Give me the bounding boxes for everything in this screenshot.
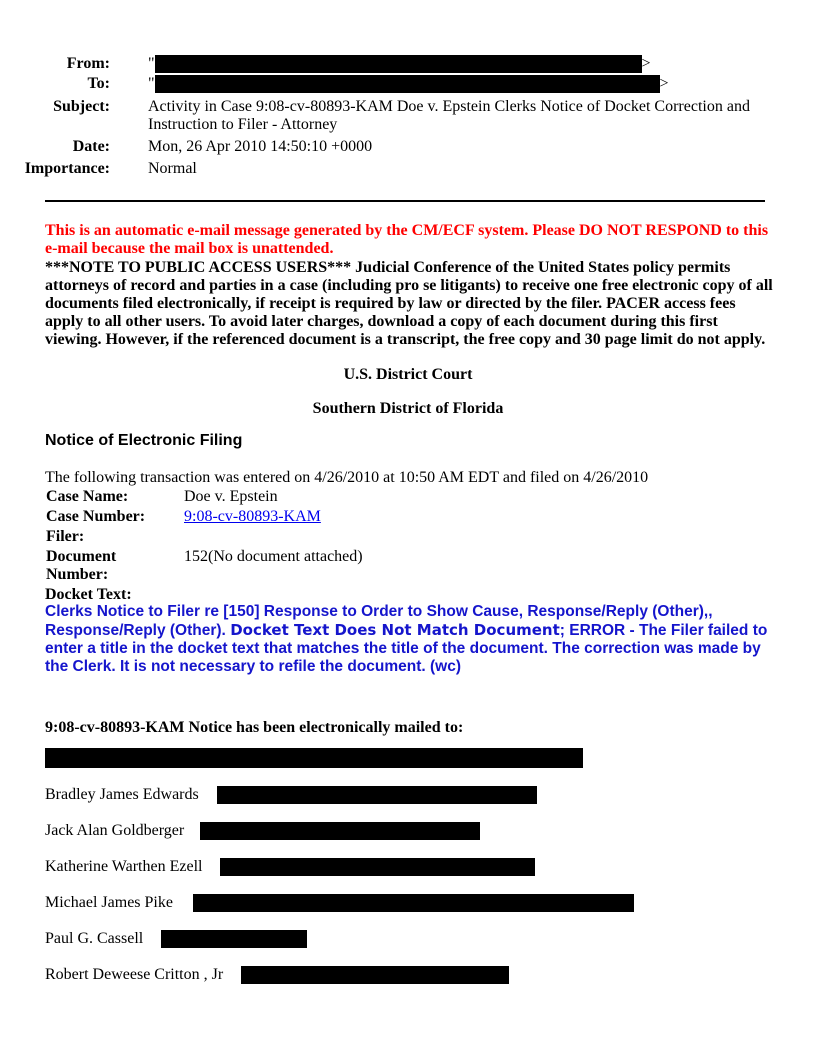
recipient-redaction (193, 894, 634, 912)
court-name: U.S. District Court (343, 366, 473, 383)
filer-label: Filer: (46, 528, 85, 545)
importance-label: Importance: (24, 160, 110, 177)
docket-text-emphasis: Docket Text Does Not Match Document (230, 621, 560, 639)
case-number-row (45, 508, 365, 528)
case-info-table (45, 488, 365, 584)
from-value: " > (148, 55, 651, 72)
from-redaction (155, 55, 642, 73)
recipient-name: Robert Deweese Critton , Jr (45, 966, 224, 983)
recipient-redaction (220, 858, 535, 876)
date-value: Mon, 26 Apr 2010 14:50:10 +0000 (148, 138, 373, 155)
case-number-link[interactable]: 9:08-cv-80893-KAM (184, 508, 321, 525)
document-number-value: 152(No document attached) (184, 548, 363, 565)
district-name: Southern District of Florida (312, 400, 504, 417)
nef-title: Notice of Electronic Filing (45, 432, 243, 449)
mailed-to-heading: 9:08-cv-80893-KAM Notice has been electronically mailed to: (45, 719, 464, 736)
document-number-label: Document Number: (46, 548, 117, 583)
recipient-row (45, 785, 537, 805)
document-number-row (45, 548, 365, 584)
case-name-row (45, 488, 365, 508)
auto-message-warning: This is an automatic e-mail message generated by the CM/ECF system. Please DO NOT RESPOND to this e-mail because the mail box is unattended. (45, 222, 769, 257)
docket-text (45, 603, 775, 676)
docket-text-part2: ; ERROR - The Filer failed to enter a title in the docket text that matches the title of the document. The correction was made by the Clerk. It is not necessary to refile the document. (wc) (45, 622, 768, 675)
subject-value: Activity in Case 9:08-cv-80893-KAM Doe v. Epstein Clerks Notice of Docket Correction and Instruction to Filer - Attorney (148, 98, 750, 133)
recipient-name: Katherine Warthen Ezell (45, 858, 203, 875)
importance-value: Normal (148, 160, 197, 177)
case-number-label: Case Number: (46, 508, 146, 525)
filer-row (45, 528, 365, 548)
docket-text-part1: Clerks Notice to Filer re [150] Response to Order to Show Cause, Response/Reply (Other),, Response/Reply (Other). (45, 603, 713, 639)
recipient-name: Bradley James Edwards (45, 786, 199, 803)
recipient-row (45, 929, 307, 949)
transaction-line: The following transaction was entered on 4/26/2010 at 10:50 AM EDT and filed on 4/26/2010 (45, 469, 649, 486)
case-name-label: Case Name: (46, 488, 129, 505)
to-redaction (155, 75, 660, 93)
header-divider (45, 200, 765, 202)
recipient-row (45, 893, 634, 913)
recipient-redaction (217, 786, 537, 804)
to-label: To: (87, 75, 110, 92)
recipient-name: Jack Alan Goldberger (45, 822, 185, 839)
to-value: " > (148, 75, 669, 92)
from-label: From: (66, 55, 110, 72)
recipient-redaction (241, 966, 509, 984)
recipient-name: Michael James Pike (45, 894, 173, 911)
recipient-redaction (161, 930, 307, 948)
public-access-note: ***NOTE TO PUBLIC ACCESS USERS*** Judicial Conference of the United States policy permits attorneys of record and parties in a case (including pro se litigants) to receive one free electronic copy of all documents filed electronically, if receipt is required by law or directed by the filer. PACER access fees apply to all other users. To avoid later charges, download a copy of each document during this first viewing. However, if the referenced document is a transcript, the free copy and 30 page limit do not apply. (45, 259, 773, 348)
recipient-redaction (45, 748, 583, 768)
filer-value (183, 528, 365, 548)
date-label: Date: (72, 138, 110, 155)
subject-label: Subject: (53, 98, 110, 115)
recipient-row (45, 821, 480, 841)
docket-text-label: Docket Text: (45, 586, 132, 603)
recipient-name: Paul G. Cassell (45, 930, 144, 947)
recipient-row (45, 857, 535, 877)
recipient-row (45, 965, 509, 985)
recipient-redaction (200, 822, 480, 840)
case-name-value: Doe v. Epstein (184, 488, 278, 505)
recipient-row (45, 748, 583, 768)
